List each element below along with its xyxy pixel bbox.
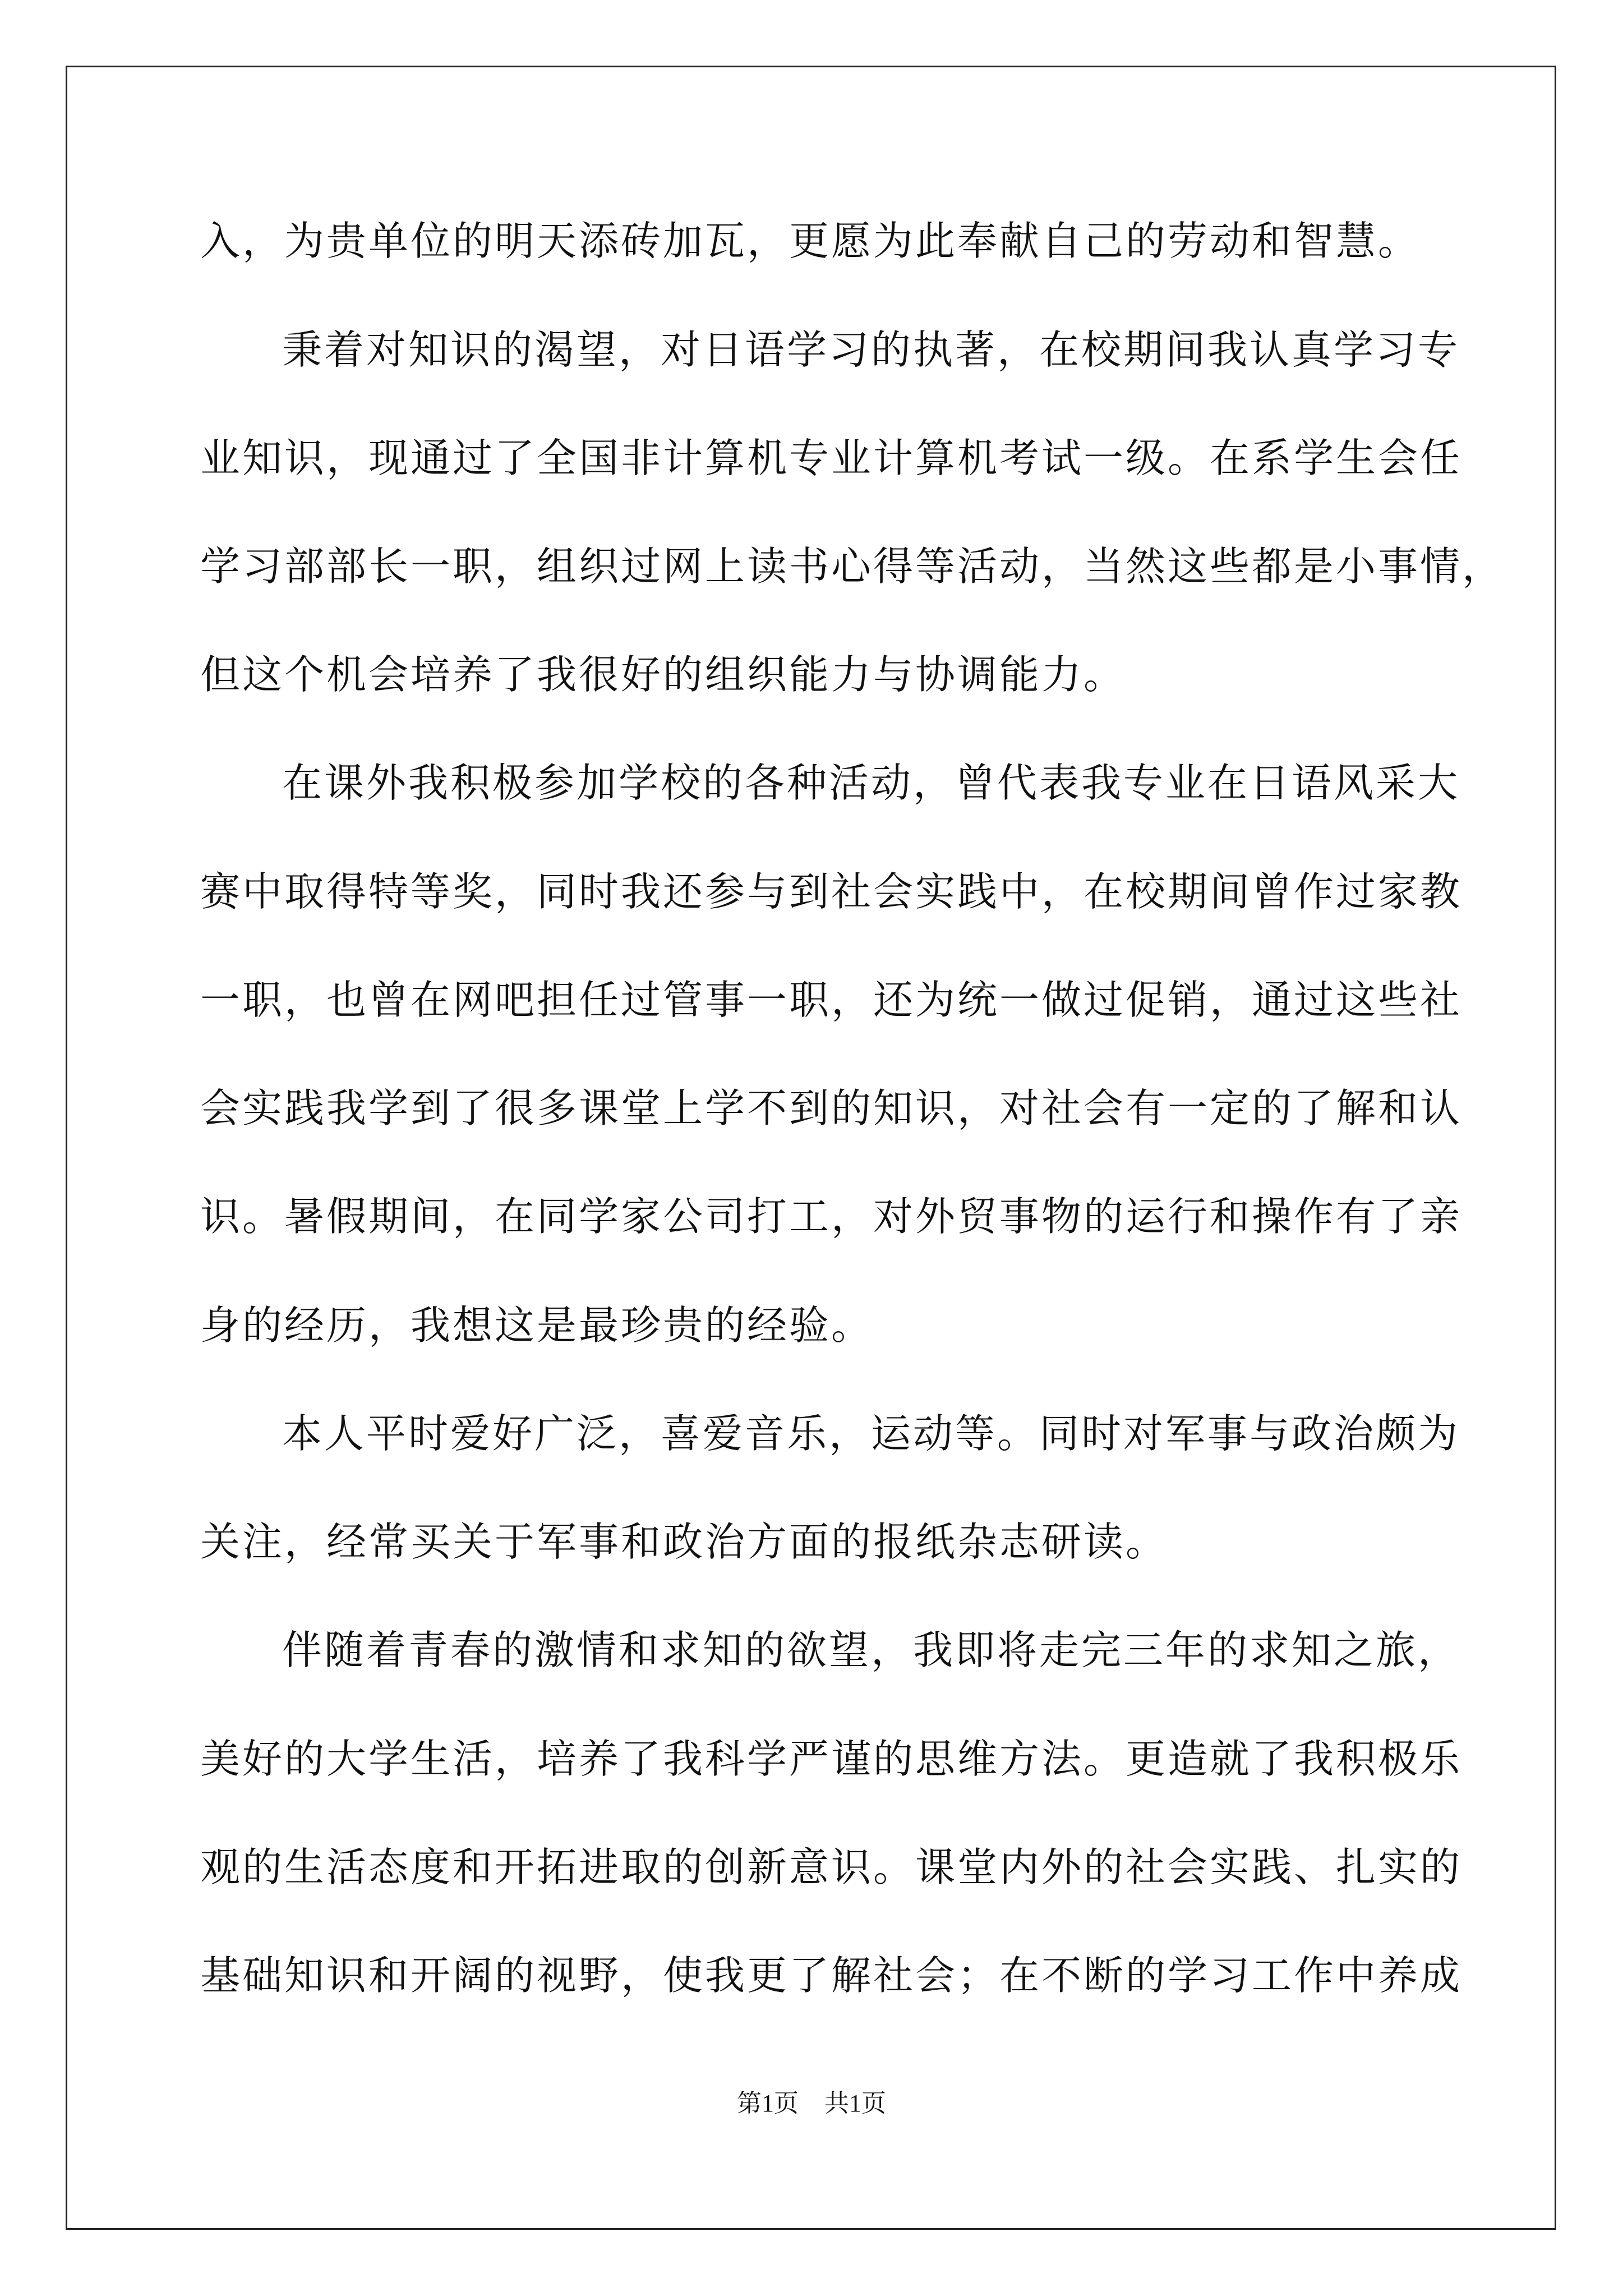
text-line: 基础知识和开阔的视野，使我更了解社会；在不断的学习工作中养成 bbox=[200, 1952, 1463, 1999]
paragraph-first-line: 秉着对知识的渴望，对日语学习的执著，在校期间我认真学习专 bbox=[282, 326, 1460, 373]
text-line: 学习部部长一职，组织过网上读书心得等活动，当然这些都是小事情， bbox=[200, 543, 1505, 590]
text-line: 赛中取得特等奖，同时我还参与到社会实践中，在校期间曾作过家教 bbox=[200, 868, 1463, 915]
text-line: 识。暑假期间，在同学家公司打工，对外贸事物的运行和操作有了亲 bbox=[200, 1193, 1463, 1240]
paragraph-first-line: 在课外我积极参加学校的各种活动，曾代表我专业在日语风采大 bbox=[282, 760, 1460, 806]
text-line: 一职，也曾在网吧担任过管事一职，还为统一做过促销，通过这些社 bbox=[200, 977, 1463, 1023]
paragraph-first-line: 伴随着青春的激情和求知的欲望，我即将走完三年的求知之旅， bbox=[282, 1627, 1460, 1673]
text-line: 入，为贵单位的明天添砖加瓦，更愿为此奉献自己的劳动和智慧。 bbox=[200, 218, 1421, 264]
paragraph-first-line: 本人平时爱好广泛，喜爱音乐，运动等。同时对军事与政治颇为 bbox=[282, 1410, 1460, 1457]
text-line: 关注，经常买关于军事和政治方面的报纸杂志研读。 bbox=[200, 1519, 1168, 1565]
text-line: 美好的大学生活，培养了我科学严谨的思维方法。更造就了我积极乐 bbox=[200, 1736, 1463, 1782]
text-line: 业知识，现通过了全国非计算机专业计算机考试一级。在系学生会任 bbox=[200, 435, 1463, 481]
page-number-current: 第1页 bbox=[737, 2090, 799, 2117]
text-line: 会实践我学到了很多课堂上学不到的知识，对社会有一定的了解和认 bbox=[200, 1085, 1463, 1131]
text-line: 观的生活态度和开拓进取的创新意识。课堂内外的社会实践、扎实的 bbox=[200, 1844, 1463, 1890]
text-line: 但这个机会培养了我很好的组织能力与协调能力。 bbox=[200, 651, 1126, 698]
page-footer bbox=[0, 2087, 1623, 2120]
text-line: 身的经历，我想这是最珍贵的经验。 bbox=[200, 1302, 874, 1349]
page-border bbox=[66, 66, 1556, 2230]
page-number-total: 共1页 bbox=[824, 2090, 886, 2117]
